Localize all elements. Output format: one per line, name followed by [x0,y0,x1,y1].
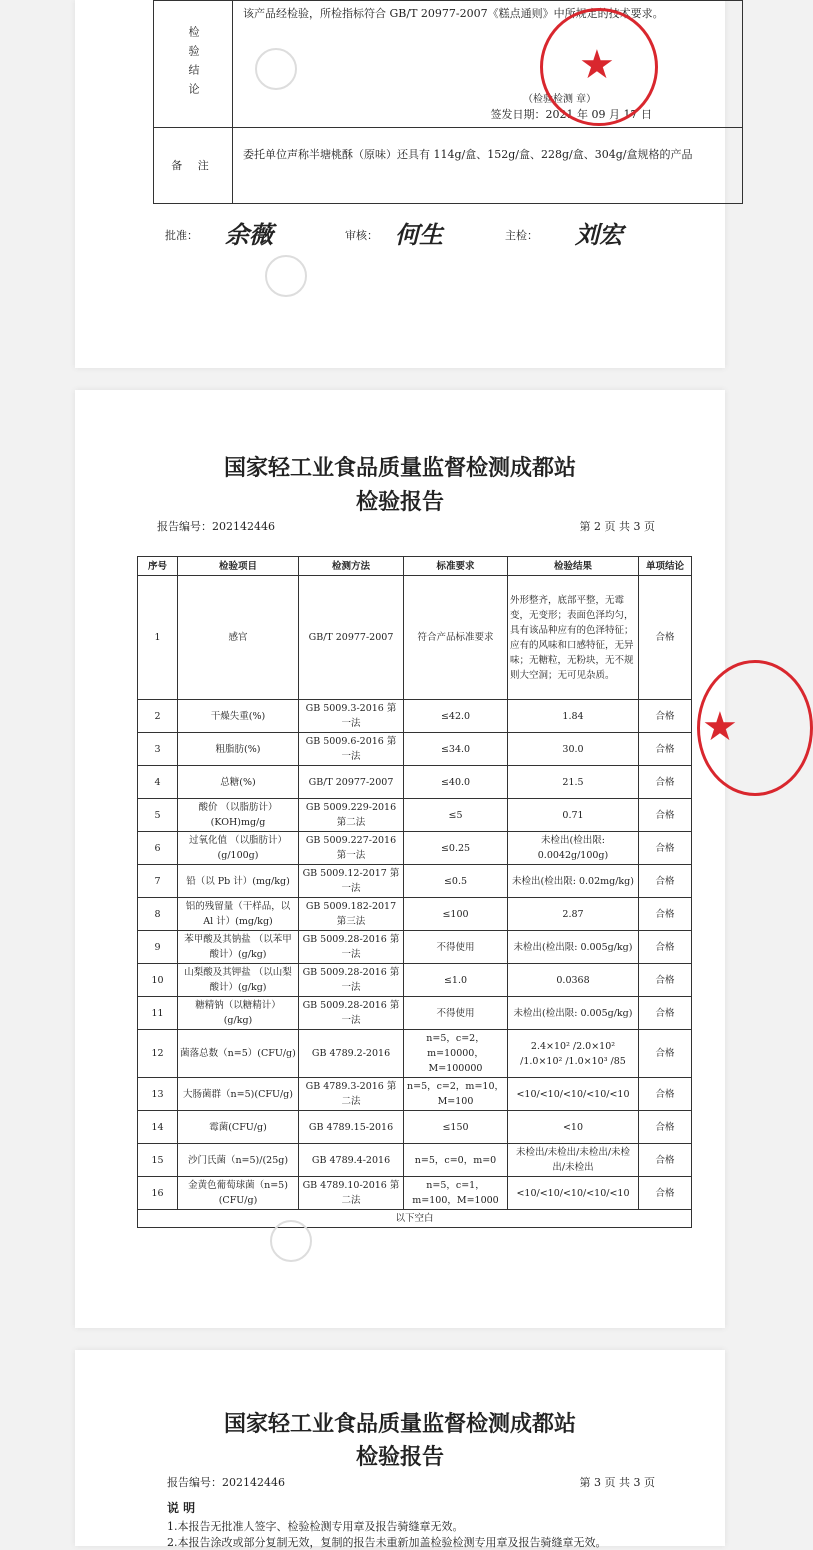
table-row [138,1030,692,1078]
signature-row [165,215,685,255]
cell-item: 铝的残留量（干样品，以 Al 计）(mg/kg) [178,898,299,931]
cell-no: 2 [138,700,178,733]
cell-verdict: 合格 [639,576,692,700]
results-table [137,556,692,1228]
table-row [138,898,692,931]
remarks-text: 委托单位声称半塘桃酥（原味）还具有 114g/盒、152g/盒、228g/盒、304g/盒规格的产品 [233,128,743,204]
approve-label: 批准： [165,229,198,242]
cell-result: 21.5 [508,766,639,799]
note-item: 2.本报告涂改或部分复制无效，复制的报告未重新加盖检验检测专用章及报告骑缝章无效。 [167,1536,607,1549]
cell-method: GB 5009.12-2017 第一法 [299,865,404,898]
table-row [138,700,692,733]
cell-item: 感官 [178,576,299,700]
cell-method: GB 4789.3-2016 第二法 [299,1078,404,1111]
report-subtitle: 检验报告 [355,489,444,515]
table-row [138,766,692,799]
cell-item: 过氧化值 （以脂肪计）(g/100g) [178,832,299,865]
column-header: 序号 [138,557,178,576]
cell-method: GB 5009.28-2016 第一法 [299,997,404,1030]
report-title: 国家轻工业食品质量监督检测成都站 [223,1411,576,1437]
seal-caption: （检验检测 章） [523,94,597,105]
cell-method: GB/T 20977-2007 [299,766,404,799]
cell-req: ≤0.25 [404,832,508,865]
column-header: 单项结论 [639,557,692,576]
cell-result: 2.87 [508,898,639,931]
cell-verdict: 合格 [639,1144,692,1177]
cell-no: 11 [138,997,178,1030]
table-row [138,1144,692,1177]
cell-item: 铅（以 Pb 计）(mg/kg) [178,865,299,898]
cell-result: 2.4×10² /2.0×10² /1.0×10² /1.0×10³ /85 [508,1030,639,1078]
cell-verdict: 合格 [639,1111,692,1144]
column-header: 检验项目 [178,557,299,576]
cell-no: 4 [138,766,178,799]
cell-req: n=5，c=2，m=10000，M=100000 [404,1030,508,1078]
cell-verdict: 合格 [639,1078,692,1111]
cell-no: 1 [138,576,178,700]
conclusion-text: 该产品经检验，所检指标符合 GB/T 20977-2007《糕点通则》中所规定的技术要求。 [243,7,664,20]
approve-signature: 余薇 [225,220,273,249]
cell-method: GB 5009.182-2017 第三法 [299,898,404,931]
cell-no: 3 [138,733,178,766]
conclusion-label: 检验结论 [154,1,233,128]
cell-req: n=5，c=2，m=10，M=100 [404,1078,508,1111]
cell-item: 霉菌(CFU/g) [178,1111,299,1144]
column-header: 检测方法 [299,557,404,576]
report-page-3 [75,1350,725,1549]
cell-result: 外形整齐，底部平整，无霉变，无变形；表面色泽均匀，具有该品种应有的色泽特征；应有的风味和口感特征，无异味；无糖粒，无粉块，无不规则大空洞；无可见杂质。 [508,576,639,700]
cell-item: 粗脂肪(%) [178,733,299,766]
cell-result: 未检出(检出限: 0.02mg/kg) [508,865,639,898]
cell-verdict: 合格 [639,700,692,733]
cell-no: 9 [138,931,178,964]
cell-method: GB/T 20977-2007 [299,576,404,700]
cell-result: 0.0368 [508,964,639,997]
seal-star-icon: ★ [579,42,615,88]
main-inspector-signature: 刘宏 [575,220,623,249]
page-number: 第 2 页 共 3 页 [579,520,655,533]
cell-method: GB 5009.227-2016 第一法 [299,832,404,865]
cell-req: n=5，c=0，m=0 [404,1144,508,1177]
cell-result: <10/<10/<10/<10/<10 [508,1078,639,1111]
cell-result: 未检出(检出限: 0.0042g/100g) [508,832,639,865]
review-label: 审核： [345,229,378,242]
cell-item: 大肠菌群（n=5)(CFU/g) [178,1078,299,1111]
cell-req: ≤5 [404,799,508,832]
cell-method: GB 5009.229-2016 第二法 [299,799,404,832]
cell-verdict: 合格 [639,1030,692,1078]
cell-verdict: 合格 [639,733,692,766]
cell-verdict: 合格 [639,931,692,964]
cell-result: 未检出(检出限: 0.005g/kg) [508,931,639,964]
report-number: 报告编号：202142446 [157,520,275,533]
cell-no: 5 [138,799,178,832]
table-row [138,1177,692,1210]
table-row [138,576,692,700]
column-header: 检验结果 [508,557,639,576]
sign-date: 签发日期：2021 年 09 月 17 日 [490,108,652,121]
report-subtitle: 检验报告 [355,1444,444,1470]
cell-req: ≤100 [404,898,508,931]
report-page-2 [75,390,738,1328]
cell-req: 符合产品标准要求 [404,576,508,700]
cell-result: 0.71 [508,799,639,832]
cell-no: 14 [138,1111,178,1144]
notes-title: 说 明 [167,1501,196,1515]
cell-item: 山梨酸及其钾盐 （以山梨酸计）(g/kg) [178,964,299,997]
cell-result: 未检出(检出限: 0.005g/kg) [508,997,639,1030]
column-header: 标准要求 [404,557,508,576]
cell-method: GB 4789.2-2016 [299,1030,404,1078]
cell-no: 6 [138,832,178,865]
cell-verdict: 合格 [639,766,692,799]
cell-req: ≤42.0 [404,700,508,733]
cell-req: ≤150 [404,1111,508,1144]
remarks-label: 备 注 [154,128,233,204]
report-title: 国家轻工业食品质量监督检测成都站 [223,455,576,481]
cell-verdict: 合格 [639,832,692,865]
table-row [138,1111,692,1144]
cell-req: ≤34.0 [404,733,508,766]
cell-item: 菌落总数（n=5）(CFU/g) [178,1030,299,1078]
cell-result: <10/<10/<10/<10/<10 [508,1177,639,1210]
cell-req: 不得使用 [404,931,508,964]
cell-req: ≤0.5 [404,865,508,898]
cell-req: 不得使用 [404,997,508,1030]
cell-item: 总糖(%) [178,766,299,799]
cell-no: 15 [138,1144,178,1177]
cell-result: 30.0 [508,733,639,766]
cell-item: 酸价 （以脂肪计）(KOH)mg/g [178,799,299,832]
conclusion-table [153,0,743,204]
cell-req: ≤1.0 [404,964,508,997]
cell-result: 1.84 [508,700,639,733]
page-number: 第 3 页 共 3 页 [579,1476,655,1489]
cell-result: 未检出/未检出/未检出/未检出/未检出 [508,1144,639,1177]
cell-item: 糖精钠（以糖精计） (g/kg) [178,997,299,1030]
cell-no: 13 [138,1078,178,1111]
cell-result: <10 [508,1111,639,1144]
cell-req: n=5，c=1，m=100，M=1000 [404,1177,508,1210]
table-row [138,997,692,1030]
cell-method: GB 4789.4-2016 [299,1144,404,1177]
table-row [138,832,692,865]
cell-method: GB 5009.28-2016 第一法 [299,931,404,964]
table-row [138,1078,692,1111]
table-row [138,733,692,766]
cell-verdict: 合格 [639,964,692,997]
cell-verdict: 合格 [639,865,692,898]
table-row [138,799,692,832]
watermark-logo-icon [265,255,307,297]
cell-item: 沙门氏菌（n=5)/(25g) [178,1144,299,1177]
cell-item: 苯甲酸及其钠盐 （以苯甲酸计）(g/kg) [178,931,299,964]
cell-verdict: 合格 [639,799,692,832]
cell-no: 10 [138,964,178,997]
cell-method: GB 5009.6-2016 第一法 [299,733,404,766]
seam-seal [697,660,813,796]
cell-no: 7 [138,865,178,898]
cell-method: GB 5009.28-2016 第一法 [299,964,404,997]
cell-verdict: 合格 [639,1177,692,1210]
seal-star-icon: ★ [702,704,738,750]
main-inspector-label: 主检： [505,229,538,242]
cell-no: 12 [138,1030,178,1078]
report-number: 报告编号：202142446 [167,1476,285,1489]
report-page-1 [75,0,725,368]
cell-method: GB 4789.15-2016 [299,1111,404,1144]
cell-item: 干燥失重(%) [178,700,299,733]
table-header-row [138,557,692,576]
cell-method: GB 5009.3-2016 第一法 [299,700,404,733]
conclusion-cell [233,1,743,128]
review-signature: 何生 [395,220,443,249]
cell-method: GB 4789.10-2016 第二法 [299,1177,404,1210]
note-item: 1.本报告无批准人签字、检验检测专用章及报告骑缝章无效。 [167,1520,464,1533]
table-row [138,964,692,997]
cell-item: 金黄色葡萄球菌（n=5) (CFU/g) [178,1177,299,1210]
table-row [138,931,692,964]
official-seal [540,8,658,126]
cell-verdict: 合格 [639,997,692,1030]
table-row [138,865,692,898]
cell-no: 8 [138,898,178,931]
blank-below-note: 以下空白 [138,1210,692,1228]
cell-no: 16 [138,1177,178,1210]
cell-verdict: 合格 [639,898,692,931]
cell-req: ≤40.0 [404,766,508,799]
